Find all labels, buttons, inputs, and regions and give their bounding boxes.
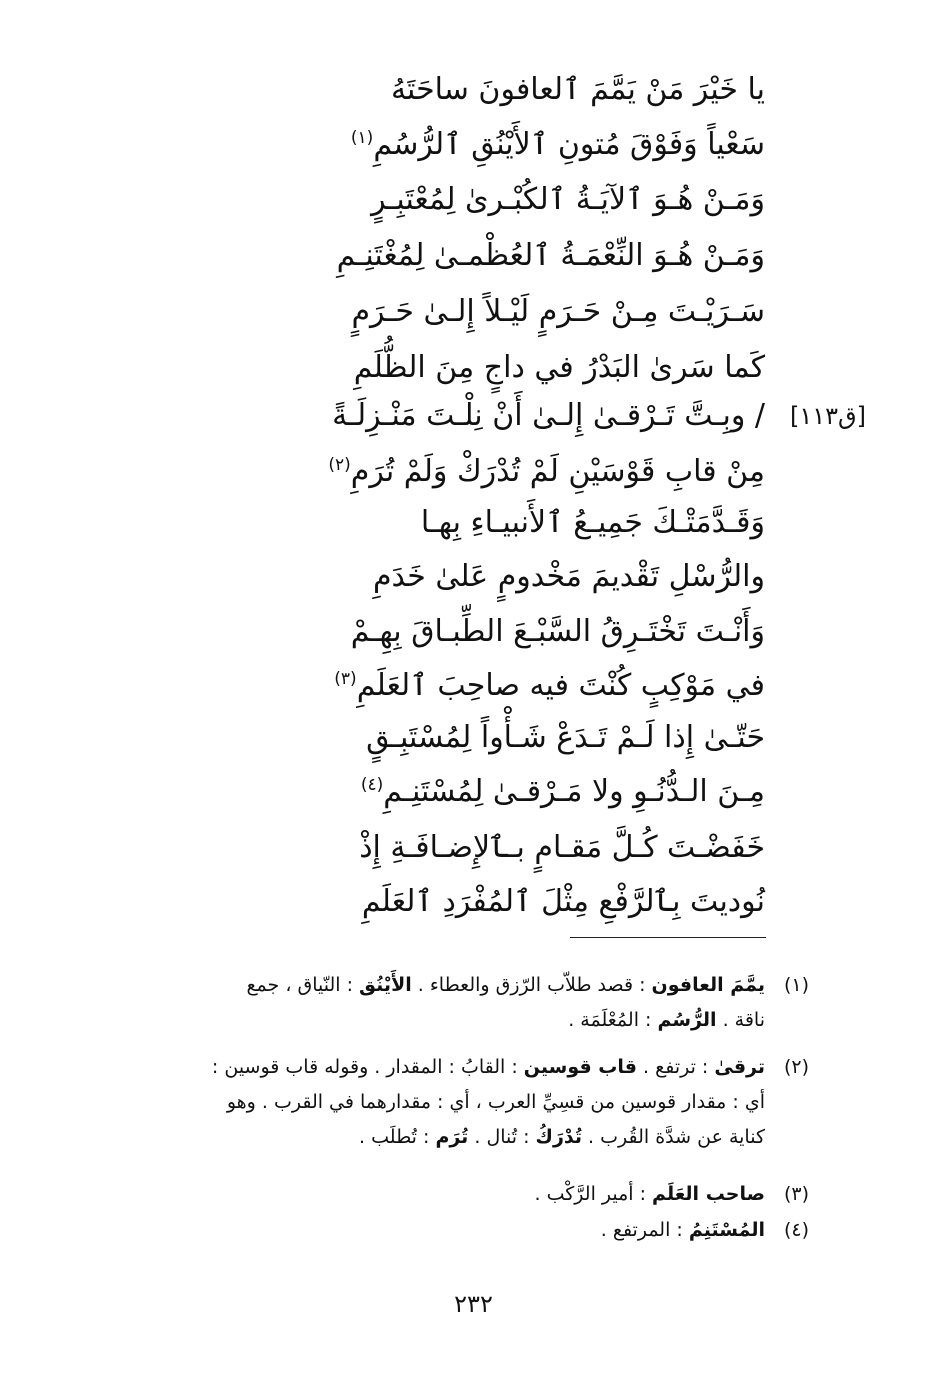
poem-line [361, 772, 765, 812]
footnote-text: : القابُ : المقدار . وقوله قاب قوسين : [211, 1056, 524, 1078]
poem-line-text: في مَوْكِبٍ كُنْتَ فيه صاحِبَ ٱلعَلَمِ [356, 668, 765, 703]
poem-line-text: والرُّسْلِ تَقْديمَ مَخْدومٍ عَلىٰ خَدَمِ [372, 559, 765, 594]
footnote-text: كناية عن شدَّة القُرب . [582, 1126, 765, 1148]
poem-line [371, 180, 765, 220]
poem-line [421, 503, 765, 543]
footnote-term: المُسْتَنِمُ [688, 1219, 765, 1241]
poem-line [354, 348, 765, 388]
footnote-text: : المرتفع . [600, 1219, 689, 1241]
footnote-separator [570, 937, 766, 938]
poem-line [328, 452, 765, 492]
poem-line-text: وَمَـنْ هُـوَ ٱلآيَـةُ ٱلكُبْـرىٰ لِمُعْتَبِـرٍ [371, 182, 765, 217]
footnote-number: (١) [783, 974, 809, 996]
poem-line-text: سَعْياً وَفَوْقَ مُتونِ ٱلأَيْنُقِ ٱلرُّسُمِ [373, 127, 765, 162]
poem-line-text: يا خَيْرَ مَنْ يَمَّمَ ٱلعافونَ ساحَتَهُ [390, 72, 765, 107]
footnote-number: (٣) [783, 1183, 809, 1205]
poem-line [391, 70, 765, 110]
footnote [115, 968, 809, 1038]
footnote-reference[interactable]: (٢) [328, 455, 351, 475]
poem-line [334, 666, 765, 706]
footnote [115, 1050, 809, 1155]
footnote [115, 1177, 809, 1212]
footnote-reference[interactable]: (١) [350, 128, 374, 148]
poem-line-text: وَقَـدَّمَتْـكَ جَمِيـعُ ٱلأَنبيـاءِ بِهـا [420, 505, 765, 540]
poem-line [366, 718, 765, 758]
poem-line [351, 292, 765, 332]
poem-line-text: وَمَـنْ هُـوَ النِّعْمَـةُ ٱلعُظْمـىٰ لِمُغْتَنِـمِ [336, 238, 765, 273]
footnote-term: يمَّمَ العافون [651, 974, 765, 996]
poem-line-text: نُوديتَ بِٱلرَّفْعِ مِثْلَ ٱلمُفْرَدِ ٱلعَلَمِ [361, 884, 765, 919]
footnote-text: : قصد طلاّب الرّزق والعطاء . [411, 974, 652, 996]
footnote-line [115, 1050, 765, 1085]
poem-line-text: / وبِـتَّ تَـرْقـىٰ إِلـىٰ أَنْ نِلْـتَ مَنْـزِلَـةً [332, 398, 765, 433]
manuscript-folio-note: [ق١١٣] [790, 402, 867, 430]
poem-line-text: مِنْ قابِ قَوْسَيْنِ لَمْ تُدْرَكْ وَلَمْ تُرَمِ [350, 454, 765, 489]
footnote-term: صاحب العَلَم [652, 1183, 765, 1205]
footnote-text: : تُطلَب . [359, 1126, 436, 1148]
poem-line [351, 612, 765, 652]
footnote-text: : تُنال . [468, 1126, 536, 1148]
poem-line-text: وَأَنْـتَ تَخْتَـرِقُ السَّبْـعَ الطِّبـاقَ بِهِـمْ [350, 614, 765, 649]
footnote-line [115, 1213, 765, 1248]
footnote-text: : ترتفع . [636, 1056, 715, 1078]
poem-line [359, 828, 765, 868]
footnote-text: أي : مقدار قوسين من قسِيِّ العرب ، أي : مقدارهما في القرب . وهو [226, 1091, 765, 1113]
poem-line [337, 236, 765, 276]
poem-line-text: سَـرَيْـتَ مِـنْ حَـرَمٍ لَيْـلاً إِلـىٰ حَـرَمٍ [351, 294, 765, 329]
footnote-term: الرُّسُم [657, 1009, 717, 1031]
poem-line [351, 125, 765, 165]
footnote-line [115, 1120, 765, 1155]
footnote-term: تُدْرَكُ [535, 1126, 583, 1148]
footnote-number: (٤) [783, 1219, 809, 1241]
footnote-term: ترقىٰ [714, 1056, 765, 1078]
footnote-text: ناقة . [716, 1009, 765, 1031]
poem-line [373, 557, 765, 597]
footnote-text: : المُعْلَمَة . [568, 1009, 658, 1031]
footnote-reference[interactable]: (٤) [360, 775, 384, 795]
footnote-line [115, 1085, 765, 1120]
footnote-text: : النّياق ، جمع [246, 974, 360, 996]
footnote-line [115, 968, 765, 1003]
poem-line [332, 396, 765, 436]
footnote-term: الأَيْنُق [359, 974, 412, 996]
poem-line-text: حَتّـىٰ إِذا لَـمْ تَـدَعْ شَـأْواً لِمُسْتَبِـقٍ [366, 720, 765, 755]
page-number: ٢٣٢ [454, 1290, 493, 1318]
poem-line-text: كَما سَرىٰ البَدْرُ في داجٍ مِنَ الظُّلَمِ [353, 350, 765, 385]
footnote-reference[interactable]: (٣) [334, 669, 357, 689]
footnote-line [115, 1177, 765, 1212]
footnote-text: : أمير الرَّكْب . [534, 1183, 653, 1205]
footnote [115, 1213, 809, 1248]
footnote-number: (٢) [783, 1056, 809, 1078]
poem-line [362, 882, 765, 922]
footnote-line [115, 1003, 765, 1038]
footnote-term: قاب قوسين [523, 1056, 637, 1078]
poem-line-text: خَفَضْـتَ كُـلَّ مَقـامٍ بـٱلإِضـافَـةِ إِذْ [359, 830, 765, 865]
poem-line-text: مِـنَ الـدُّنُـوِ ولا مَـرْقـىٰ لِمُسْتَنِـمِ [383, 774, 765, 809]
footnote-term: تُرَم [435, 1126, 469, 1148]
